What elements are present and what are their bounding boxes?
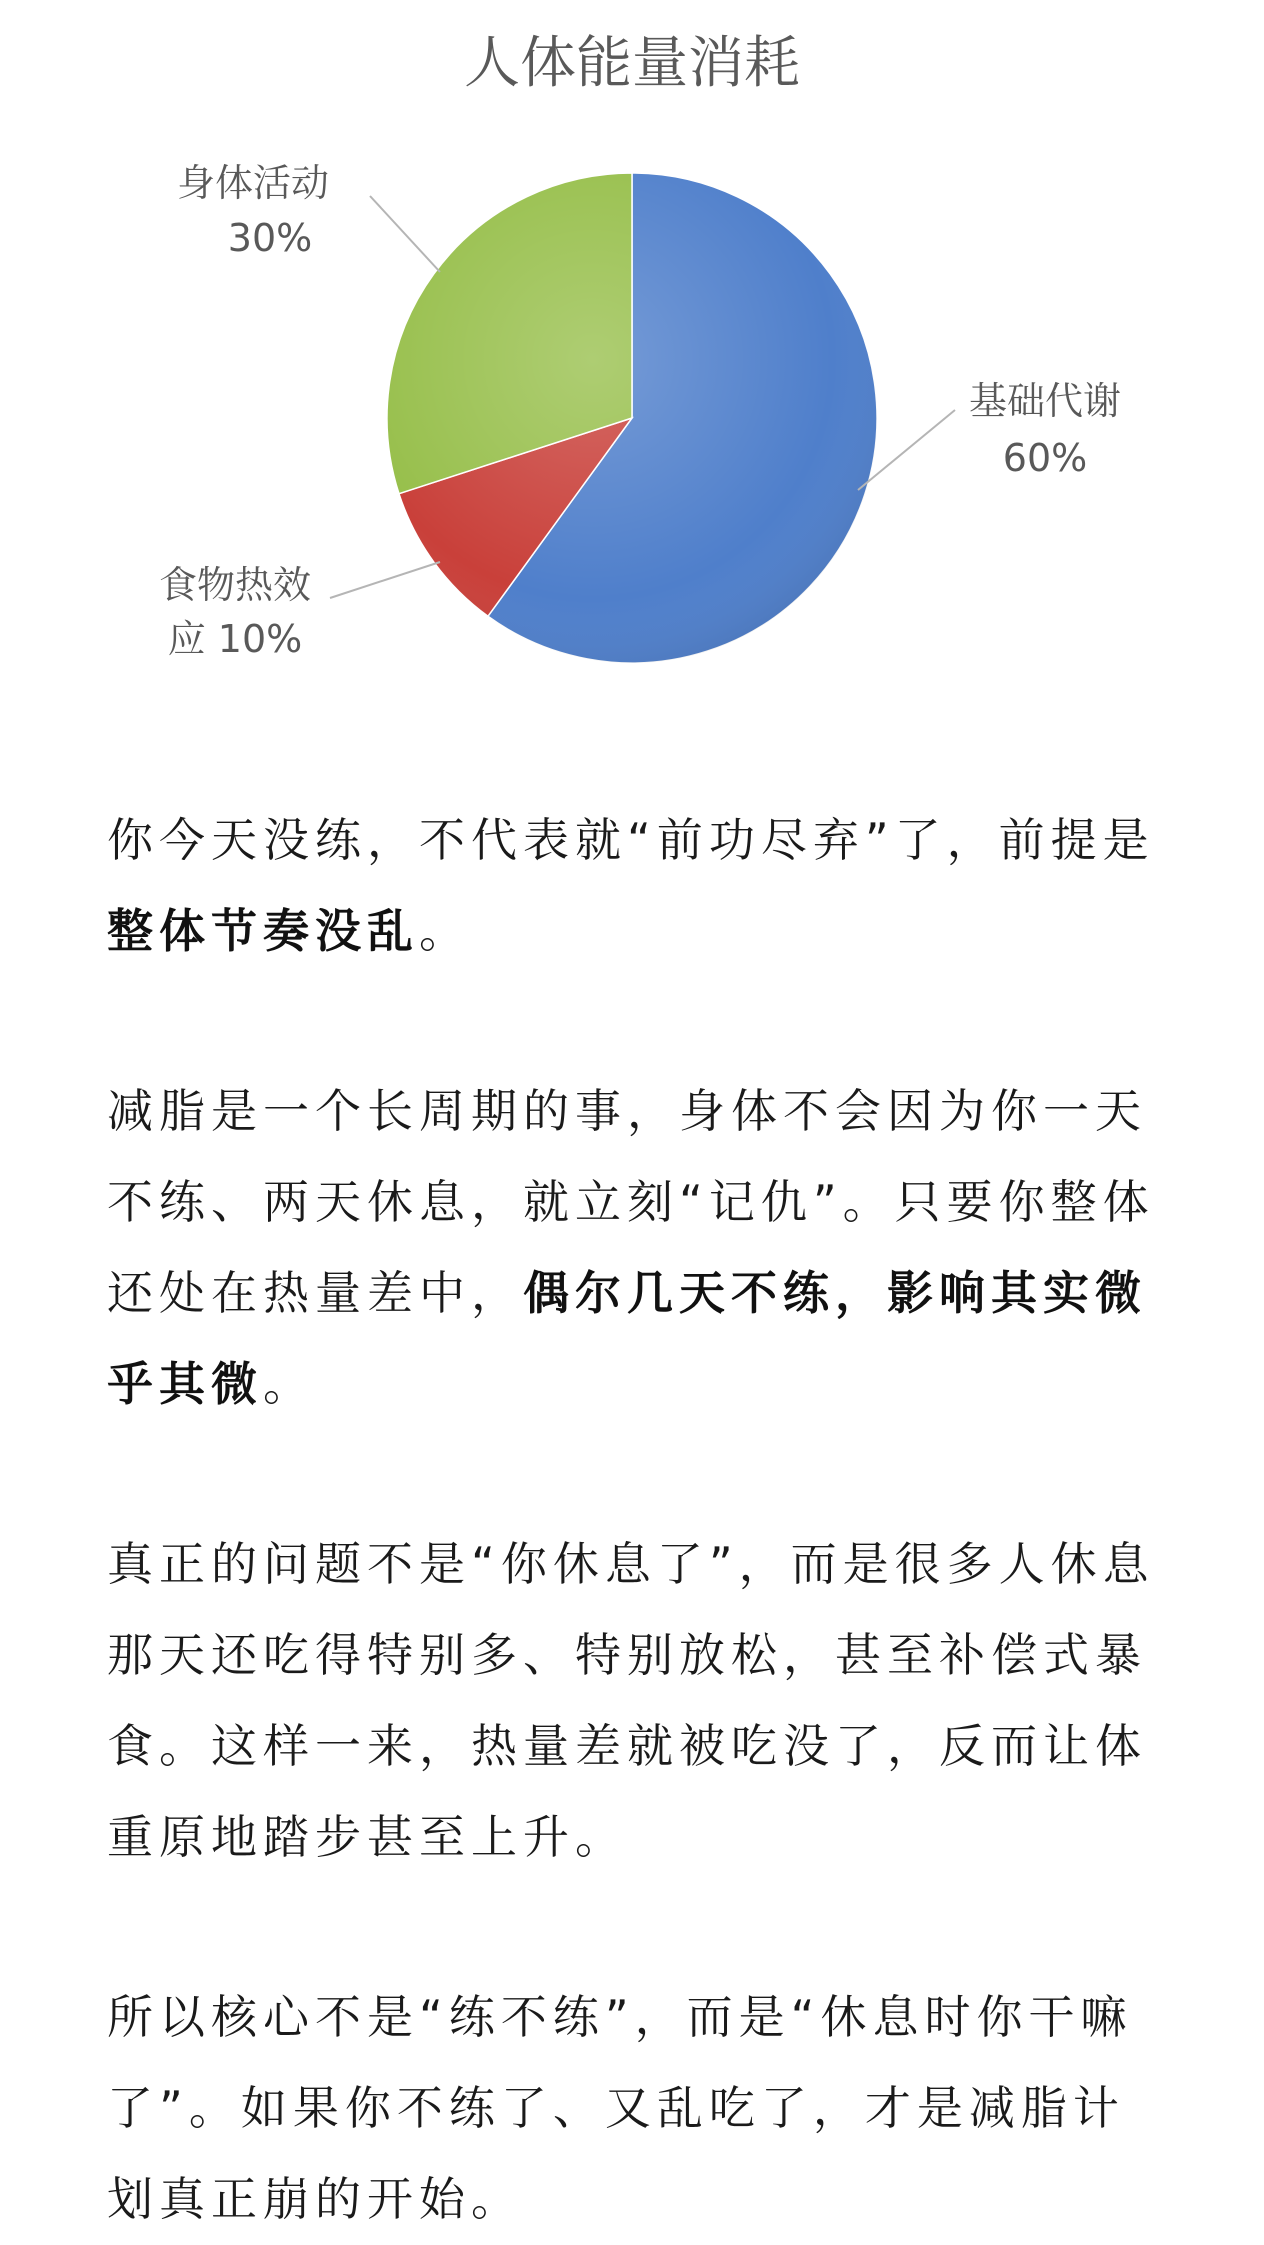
paragraph-text: 。	[263, 1357, 315, 1411]
slice-label-1-line-1: 基础代谢	[968, 379, 1122, 423]
paragraph-text: 真正的问题不是“你休息了”，而是很多人休息那天还吃得特别多、特别放松，甚至补偿式暴食。这样一来，热量差就被吃没了，反而让体重原地踏步甚至上升。	[107, 1537, 1155, 1864]
emphasis-text: 整体节奏没乱	[107, 904, 419, 958]
article-body	[107, 795, 1167, 2245]
paragraph-text: 所以核心不是“练不练”，而是“休息时你干嘛了”。如果你不练了、又乱吃了，才是减脂计划真正崩的开始。	[107, 1990, 1133, 2226]
article-paragraph-4	[107, 1972, 1167, 2245]
pie-slices	[387, 173, 877, 663]
article-paragraph-1	[107, 795, 1167, 977]
slice-label-1-line-2: 60%	[1002, 436, 1088, 480]
slice-label-2-line-1: 食物热效	[158, 563, 312, 607]
pie-chart	[0, 0, 1264, 720]
leader-line-3	[370, 196, 440, 272]
paragraph-text: 你今天没练，不代表就“前功尽弃”了，前提是	[107, 813, 1155, 867]
paragraph-text: 减脂是一个长周期的事，身体不会因为你一天不练、两天休息，就立刻“记仇”。只要你整体还处在热量差中，	[107, 1084, 1155, 1320]
article-paragraph-2	[107, 1066, 1167, 1430]
article-paragraph-3	[107, 1519, 1167, 1883]
pie-chart-figure	[0, 0, 1264, 720]
slice-label-3-line-2: 30%	[227, 216, 313, 260]
emphasis-text: 偶尔几天不练，影响其实微乎其微	[107, 1266, 1147, 1411]
leader-line-2	[330, 562, 440, 598]
paragraph-text: 。	[419, 904, 471, 958]
slice-label-2-line-2: 应 10%	[167, 617, 303, 661]
chart-title: 人体能量消耗	[464, 31, 800, 96]
slice-label-3-line-1: 身体活动	[176, 161, 330, 205]
